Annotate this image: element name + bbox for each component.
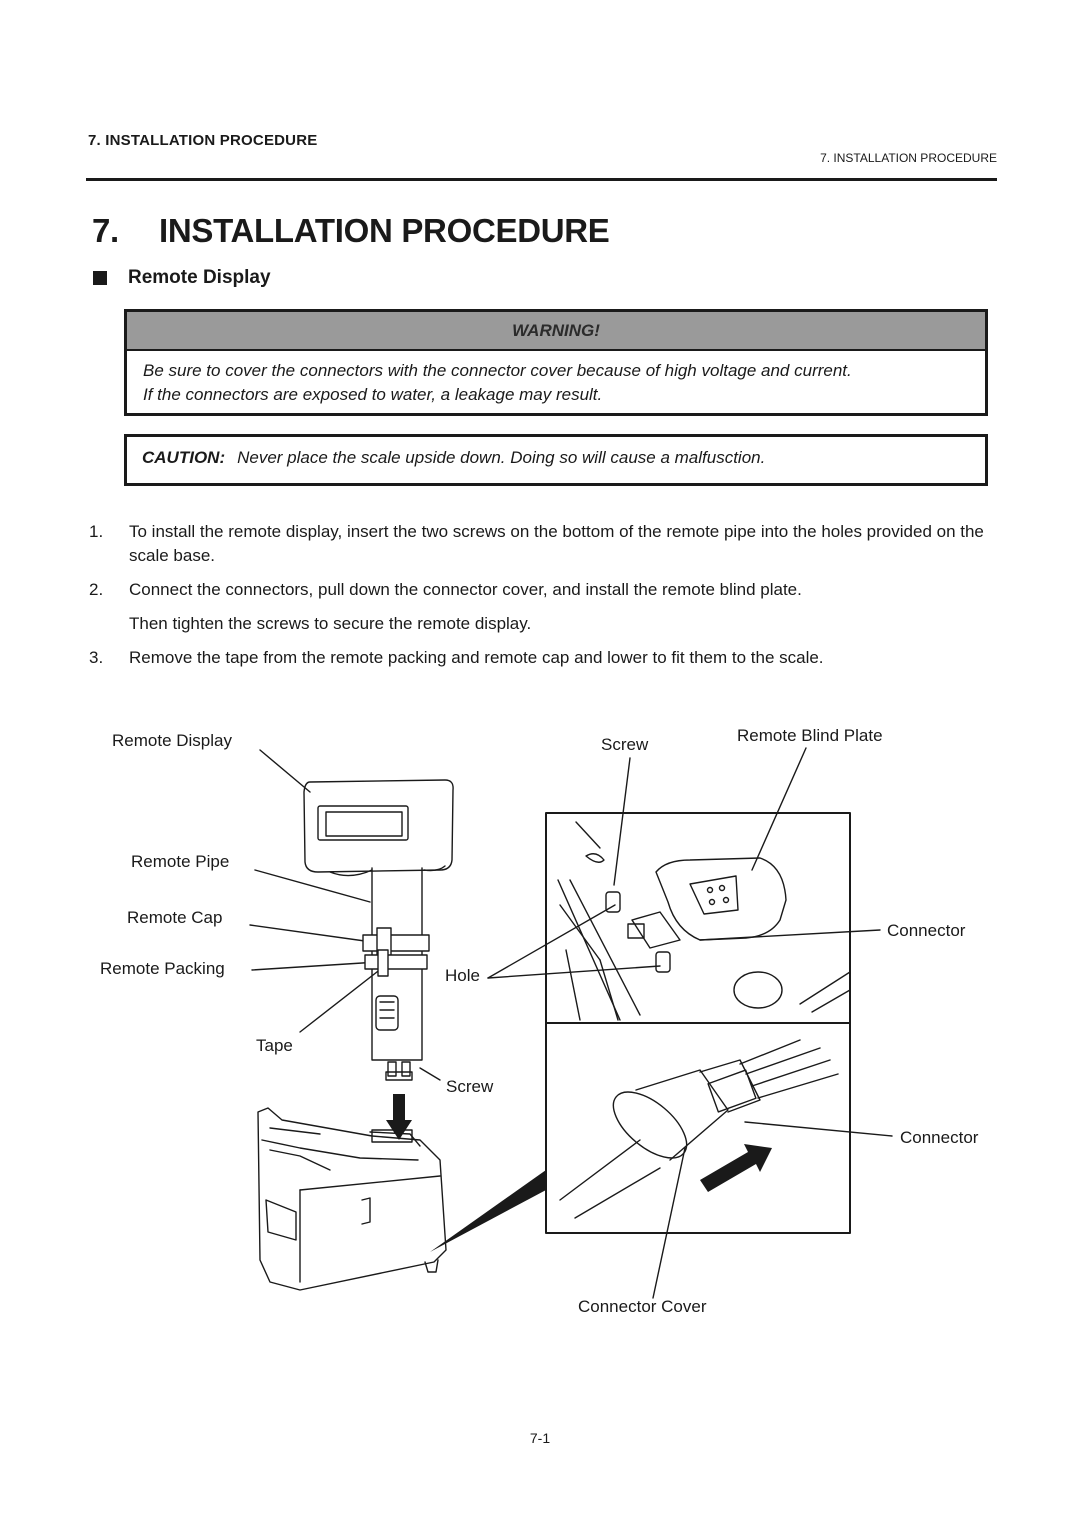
label-hole: Hole [445,966,480,985]
step-text-continued: Then tighten the screws to secure the remote display. [129,614,532,633]
step-number: 1. [89,522,104,541]
label-remote-blind-plate: Remote Blind Plate [737,726,883,745]
page-number: 7-1 [529,1430,551,1446]
label-remote-cap: Remote Cap [127,908,223,927]
caution-text: Never place the scale upside down. Doing so will cause a malfusction. [237,448,766,467]
label-screw-bottom: Screw [446,1077,494,1096]
label-remote-display: Remote Display [112,731,232,750]
chapter-title-text: INSTALLATION PROCEDURE [159,212,610,249]
step-text: To install the remote display, insert the two screws on the bottom of the remote pipe into the holes provided on the scale base. [129,522,984,565]
label-connector-cover: Connector Cover [578,1297,707,1316]
label-remote-pipe: Remote Pipe [131,852,230,871]
label-connector-top: Connector [887,921,966,940]
caution-label: CAUTION: [142,448,226,467]
label-tape: Tape [256,1036,293,1055]
warning-line-1: Be sure to cover the connectors with the connector cover because of high voltage and current. [143,361,852,380]
step-text: Remove the tape from the remote packing and remote cap and lower to fit them to the scale. [129,648,824,667]
step-number: 3. [89,648,104,667]
warning-line-2: If the connectors are exposed to water, a leakage may result. [143,385,603,404]
label-screw-top: Screw [601,735,649,754]
running-header-left: 7. INSTALLATION PROCEDURE [88,132,318,149]
chapter-number: 7. [92,212,119,249]
step-number: 2. [89,580,104,599]
label-remote-packing: Remote Packing [100,959,225,978]
running-header-right: 7. INSTALLATION PROCEDURE [820,151,997,165]
label-connector-bottom: Connector [900,1128,979,1147]
step-text: Connect the connectors, pull down the connector cover, and install the remote blind plate. [129,580,802,599]
warning-heading: WARNING! [127,312,985,351]
section-title: Remote Display [128,267,271,288]
